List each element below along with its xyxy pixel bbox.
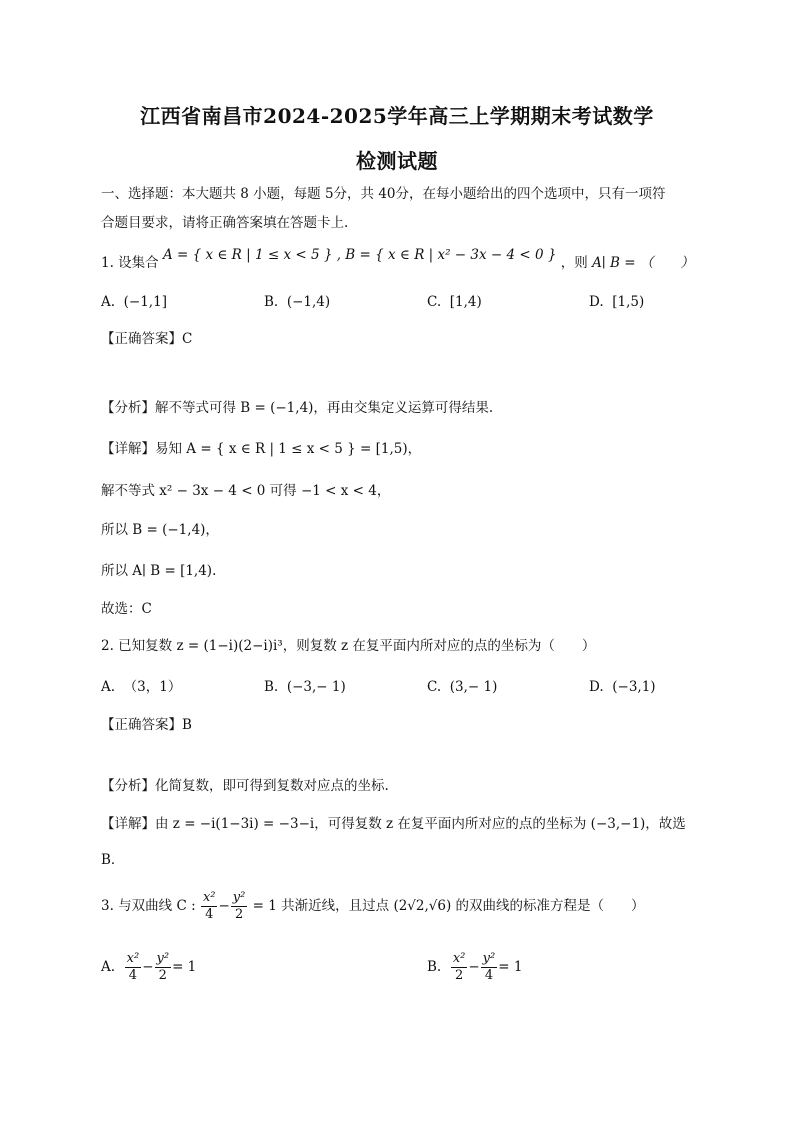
q1-suffix: ，则: [560, 255, 588, 271]
q1-stem: [101, 247, 694, 273]
q3-suffix: 的双曲线的标准方程是（ ）: [455, 898, 645, 914]
q3-frac-x: $\frac{\text{x²}}{4}$: [202, 890, 216, 922]
q1-detail-5: 故选：C: [101, 601, 152, 617]
q3-frac-y: $\frac{\text{y²}}{2}$: [232, 890, 246, 922]
q3-option-b: B. $\frac{\text{x²}}{2}$ − $\frac{\text{y²}}{4}$ = 1: [427, 951, 523, 983]
q2-detail-2: B．: [101, 852, 125, 868]
q2-option-a: A. （3，1）: [101, 679, 182, 695]
section-intro-line-2: 合题目要求，请将正确答案填在答题卡上.: [101, 215, 349, 231]
q1-sets: A = { x ∈ R | 1 ≤ x < 5 } , B = { x ∈ R | x² − 3x − 4 < 0 }: [162, 247, 557, 263]
q1-option-a: A. (−1,1]: [101, 294, 167, 310]
q1-detail-4: 所以 A∣ B = [1,4).: [101, 563, 217, 579]
q1-option-c: C. [1,4): [427, 294, 482, 310]
q1-detail-3: 所以 B = (−1,4)，: [101, 522, 219, 538]
q1-detail-2: 解不等式 x² − 3x − 4 < 0 可得 −1 < x < 4，: [101, 483, 391, 499]
page-title: 江西省南昌市2024-2025学年高三上学期期末考试数学: [140, 104, 654, 128]
q3-stem: 3. 与双曲线 C : $\frac{\text{x²}}{4}$ − $\frac{\text{y²}}{2}$ = 1 共渐近线，且过点 (2√2,√6) 的双曲线的标准方程是（ ）: [101, 890, 645, 922]
q1-detail-1: 【详解】易知 A = { x ∈ R | 1 ≤ x < 5 } = [1,5)，: [101, 441, 422, 457]
page-subtitle: 检测试题: [356, 149, 438, 173]
q3-eq-tail: = 1 共渐近线，且过点: [252, 898, 390, 914]
q3-option-a: A. $\frac{\text{x²}}{4}$ − $\frac{\text{y²}}{2}$ = 1: [101, 951, 197, 983]
q2-answer: 【正确答案】B: [101, 717, 192, 733]
q2-option-d: D. (−3,1): [589, 679, 656, 695]
q3-point: (2√2,√6): [393, 898, 452, 914]
q1-tail: A∣ B = （ ）: [592, 255, 694, 271]
q2-stem: 2. 已知复数 z = (1−i)(2−i)i³，则复数 z 在复平面内所对应的点的坐标为（ ）: [101, 638, 596, 654]
q1-answer: 【正确答案】C: [101, 331, 193, 347]
q3-prefix: 3. 与双曲线 C :: [101, 898, 196, 914]
q1-analysis: 【分析】解不等式可得 B = (−1,4)，再由交集定义运算可得结果.: [101, 400, 494, 416]
q2-option-b: B. (−3,− 1): [264, 679, 346, 695]
q1-prefix: 1. 设集合: [101, 255, 159, 271]
q2-detail-1: 【详解】由 z = −i(1−3i) = −3−i，可得复数 z 在复平面内所对应的点的坐标为 (−3,−1)，故选: [101, 816, 686, 832]
q2-analysis: 【分析】化简复数，即可得到复数对应点的坐标.: [101, 778, 389, 794]
q1-option-d: D. [1,5): [589, 294, 645, 310]
q1-option-b: B. (−1,4): [264, 294, 331, 310]
q2-option-c: C. (3,− 1): [427, 679, 498, 695]
section-intro-line-1: 一、选择题：本大题共 8 小题，每题 5分，共 40分，在每小题给出的四个选项中，只有一项符: [101, 186, 666, 202]
